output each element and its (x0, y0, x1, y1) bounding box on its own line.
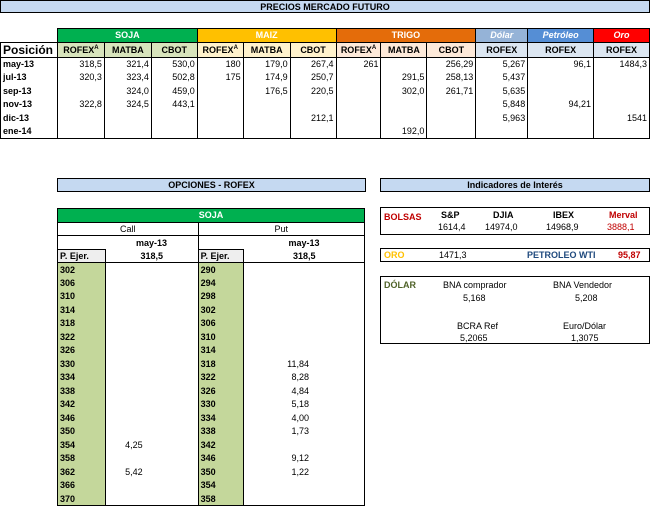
call-premium (105, 425, 198, 439)
price-cell (243, 98, 290, 112)
price-cell (427, 98, 476, 112)
price-cell (104, 125, 151, 139)
price-cell (381, 98, 427, 112)
price-cell (104, 111, 151, 125)
price-cell (381, 57, 427, 71)
price-cell: 5,848 (476, 98, 528, 112)
djia-label: DJIA (493, 210, 514, 220)
price-cell (243, 125, 290, 139)
put-premium: 4,84 (244, 384, 365, 398)
bna-vendedor-label: BNA Vendedor (553, 280, 613, 290)
put-premium: 5,18 (244, 398, 365, 412)
subheader-cell: MATBA (381, 42, 427, 57)
price-cell: 94,21 (528, 98, 594, 112)
call-strike: 314 (58, 303, 106, 317)
put-strike: 342 (198, 438, 244, 452)
subheader-cell: CBOT (427, 42, 476, 57)
put-premium: 8,28 (244, 371, 365, 385)
futures-subheader-row (1, 42, 650, 57)
put-pejer-header: P. Ejer. (198, 249, 244, 263)
bna-comprador-value: 5,168 (463, 293, 486, 303)
bcra-value: 5,2065 (460, 333, 488, 343)
price-cell: 175 (197, 71, 243, 85)
call-premium (105, 479, 198, 493)
options-row (58, 452, 365, 466)
subheader-cell: ROFEX (476, 42, 528, 57)
call-premium: 5,42 (105, 465, 198, 479)
call-strike: 318 (58, 317, 106, 331)
put-ref: 318,5 (244, 249, 365, 263)
put-premium: 1,73 (244, 425, 365, 439)
call-strike: 362 (58, 465, 106, 479)
price-cell (151, 111, 197, 125)
options-row (58, 263, 365, 277)
eurodolar-label: Euro/Dólar (563, 321, 607, 331)
group-oro: Oro (594, 29, 650, 43)
put-premium (244, 438, 365, 452)
futures-row (1, 111, 650, 125)
oro-petroleo-box (380, 248, 650, 262)
merval-label: Merval (609, 210, 638, 220)
call-premium (105, 492, 198, 506)
price-cell (57, 111, 104, 125)
djia-value: 14974,0 (485, 222, 518, 232)
price-cell: 302,0 (381, 84, 427, 98)
call-strike: 306 (58, 276, 106, 290)
call-premium (105, 317, 198, 331)
bolsas-box (380, 207, 650, 235)
put-strike: 314 (198, 344, 244, 358)
price-cell: 261,71 (427, 84, 476, 98)
price-cell (290, 125, 336, 139)
price-cell: 258,13 (427, 71, 476, 85)
call-premium (105, 290, 198, 304)
put-month: may-13 (244, 236, 365, 250)
price-cell: 96,1 (528, 57, 594, 71)
ibex-label: IBEX (553, 210, 575, 220)
call-strike: 366 (58, 479, 106, 493)
price-cell: 323,4 (104, 71, 151, 85)
price-cell: 267,4 (290, 57, 336, 71)
options-row (58, 371, 365, 385)
eurodolar-value: 1,3075 (571, 333, 599, 343)
subheader-cell: ROFEX (594, 42, 650, 57)
price-cell (528, 111, 594, 125)
ibex-value: 14968,9 (546, 222, 579, 232)
futures-row (1, 84, 650, 98)
call-strike: 346 (58, 411, 106, 425)
petroleo-label: PETROLEO WTI (527, 250, 596, 260)
call-premium (105, 411, 198, 425)
price-cell (594, 98, 650, 112)
position-cell: sep-13 (1, 84, 58, 98)
price-cell (57, 125, 104, 139)
call-premium (105, 303, 198, 317)
put-strike: 290 (198, 263, 244, 277)
call-strike: 338 (58, 384, 106, 398)
futures-row (1, 125, 650, 139)
options-title: OPCIONES - ROFEX (57, 178, 366, 192)
put-strike: 326 (198, 384, 244, 398)
options-row (58, 398, 365, 412)
price-cell (197, 98, 243, 112)
price-cell (528, 125, 594, 139)
dolar-label: DÓLAR (384, 280, 416, 290)
price-cell (476, 125, 528, 139)
price-cell: 5,635 (476, 84, 528, 98)
price-cell (336, 111, 381, 125)
price-cell (197, 84, 243, 98)
call-strike: 326 (58, 344, 106, 358)
futures-group-row (1, 29, 650, 43)
call-strike: 354 (58, 438, 106, 452)
call-strike: 370 (58, 492, 106, 506)
price-cell: 324,5 (104, 98, 151, 112)
sp-value: 1614,4 (438, 222, 466, 232)
call-premium (105, 344, 198, 358)
group-maiz: MAIZ (197, 29, 336, 43)
bna-vendedor-value: 5,208 (575, 293, 598, 303)
put-strike: 334 (198, 411, 244, 425)
futures-table (0, 28, 650, 139)
put-premium (244, 330, 365, 344)
options-row (58, 303, 365, 317)
price-cell: 318,5 (57, 57, 104, 71)
put-strike: 302 (198, 303, 244, 317)
main-title: PRECIOS MERCADO FUTURO (0, 0, 650, 13)
price-cell: 321,4 (104, 57, 151, 71)
futures-row (1, 98, 650, 112)
price-cell (594, 84, 650, 98)
price-cell (427, 125, 476, 139)
options-row (58, 384, 365, 398)
subheader-cell: $ROFEX^A$ (57, 42, 104, 57)
put-strike: 298 (198, 290, 244, 304)
call-ref: 318,5 (105, 249, 198, 263)
options-row (58, 465, 365, 479)
put-premium (244, 317, 365, 331)
call-header: Call (58, 222, 199, 236)
put-strike: 338 (198, 425, 244, 439)
subheader-cell: $ROFEX^A$ (336, 42, 381, 57)
put-premium (244, 479, 365, 493)
put-premium (244, 344, 365, 358)
price-cell (336, 98, 381, 112)
put-strike: 318 (198, 357, 244, 371)
subheader-cell: MATBA (243, 42, 290, 57)
price-cell: 250,7 (290, 71, 336, 85)
dolar-box (380, 276, 650, 344)
put-premium (244, 303, 365, 317)
price-cell (528, 71, 594, 85)
price-cell: 530,0 (151, 57, 197, 71)
price-cell: 291,5 (381, 71, 427, 85)
price-cell: 180 (197, 57, 243, 71)
subheader-cell: ROFEX (528, 42, 594, 57)
price-cell (57, 84, 104, 98)
price-cell (594, 71, 650, 85)
put-strike: 330 (198, 398, 244, 412)
call-premium (105, 371, 198, 385)
put-strike: 358 (198, 492, 244, 506)
call-strike: 322 (58, 330, 106, 344)
position-cell: may-13 (1, 57, 58, 71)
put-strike: 350 (198, 465, 244, 479)
call-premium: 4,25 (105, 438, 198, 452)
put-premium: 11,84 (244, 357, 365, 371)
options-row (58, 290, 365, 304)
put-strike: 306 (198, 317, 244, 331)
price-cell: 220,5 (290, 84, 336, 98)
put-strike: 310 (198, 330, 244, 344)
call-strike: 342 (58, 398, 106, 412)
subheader-cell: MATBA (104, 42, 151, 57)
call-premium (105, 276, 198, 290)
call-premium (105, 263, 198, 277)
price-cell: 5,963 (476, 111, 528, 125)
price-cell (336, 71, 381, 85)
put-strike: 322 (198, 371, 244, 385)
position-header: Posición (1, 42, 58, 57)
petroleo-value: 95,87 (618, 250, 641, 260)
put-premium: 1,22 (244, 465, 365, 479)
put-premium (244, 492, 365, 506)
group-dolar: Dólar (476, 29, 528, 43)
price-cell: 174,9 (243, 71, 290, 85)
position-cell: dic-13 (1, 111, 58, 125)
put-strike: 346 (198, 452, 244, 466)
options-row (58, 438, 365, 452)
price-cell (594, 125, 650, 139)
oro-label: ORO (384, 250, 405, 260)
put-premium (244, 263, 365, 277)
price-cell: 5,267 (476, 57, 528, 71)
group-petroleo: Petróleo (528, 29, 594, 43)
price-cell (381, 111, 427, 125)
price-cell: 5,437 (476, 71, 528, 85)
call-strike: 310 (58, 290, 106, 304)
position-cell: ene-14 (1, 125, 58, 139)
price-cell (197, 125, 243, 139)
call-premium (105, 357, 198, 371)
call-pejer-header: P. Ejer. (58, 249, 106, 263)
put-premium: 9,12 (244, 452, 365, 466)
price-cell: 443,1 (151, 98, 197, 112)
options-row (58, 344, 365, 358)
price-cell (336, 84, 381, 98)
put-premium (244, 290, 365, 304)
options-table (57, 208, 365, 506)
group-soja: SOJA (57, 29, 197, 43)
price-cell (243, 111, 290, 125)
put-strike: 354 (198, 479, 244, 493)
bna-comprador-label: BNA comprador (443, 280, 507, 290)
price-cell: 324,0 (104, 84, 151, 98)
price-cell: 459,0 (151, 84, 197, 98)
price-cell (197, 111, 243, 125)
price-cell: 256,29 (427, 57, 476, 71)
subheader-cell: CBOT (151, 42, 197, 57)
call-strike: 334 (58, 371, 106, 385)
call-premium (105, 398, 198, 412)
price-cell: 212,1 (290, 111, 336, 125)
options-row (58, 330, 365, 344)
merval-value: 3888,1 (607, 222, 635, 232)
call-month: may-13 (105, 236, 198, 250)
call-premium (105, 384, 198, 398)
price-cell: 1541 (594, 111, 650, 125)
bolsas-label: BOLSAS (384, 212, 422, 222)
indicators-title: Indicadores de Interés (380, 178, 650, 192)
bcra-label: BCRA Ref (457, 321, 499, 331)
sp-label: S&P (441, 210, 460, 220)
options-row (58, 492, 365, 506)
price-cell (427, 111, 476, 125)
options-group-header: SOJA (58, 209, 365, 223)
call-strike: 358 (58, 452, 106, 466)
price-cell: 322,8 (57, 98, 104, 112)
price-cell: 1484,3 (594, 57, 650, 71)
options-row (58, 317, 365, 331)
futures-row (1, 57, 650, 71)
price-cell: 192,0 (381, 125, 427, 139)
price-cell (336, 125, 381, 139)
subheader-cell: CBOT (290, 42, 336, 57)
group-trigo: TRIGO (336, 29, 476, 43)
position-cell: jul-13 (1, 71, 58, 85)
put-strike: 294 (198, 276, 244, 290)
put-premium (244, 276, 365, 290)
options-row (58, 425, 365, 439)
price-cell (290, 98, 336, 112)
call-strike: 330 (58, 357, 106, 371)
options-row (58, 411, 365, 425)
call-strike: 350 (58, 425, 106, 439)
call-strike: 302 (58, 263, 106, 277)
price-cell (151, 125, 197, 139)
position-cell: nov-13 (1, 98, 58, 112)
price-cell: 502,8 (151, 71, 197, 85)
put-header: Put (198, 222, 364, 236)
options-row (58, 357, 365, 371)
put-premium: 4,00 (244, 411, 365, 425)
price-cell: 320,3 (57, 71, 104, 85)
price-cell: 261 (336, 57, 381, 71)
options-row (58, 479, 365, 493)
price-cell: 176,5 (243, 84, 290, 98)
price-cell: 179,0 (243, 57, 290, 71)
call-premium (105, 330, 198, 344)
oro-value: 1471,3 (439, 250, 467, 260)
call-premium (105, 452, 198, 466)
futures-row (1, 71, 650, 85)
price-cell (528, 84, 594, 98)
subheader-cell: $ROFEX^A$ (197, 42, 243, 57)
options-row (58, 276, 365, 290)
